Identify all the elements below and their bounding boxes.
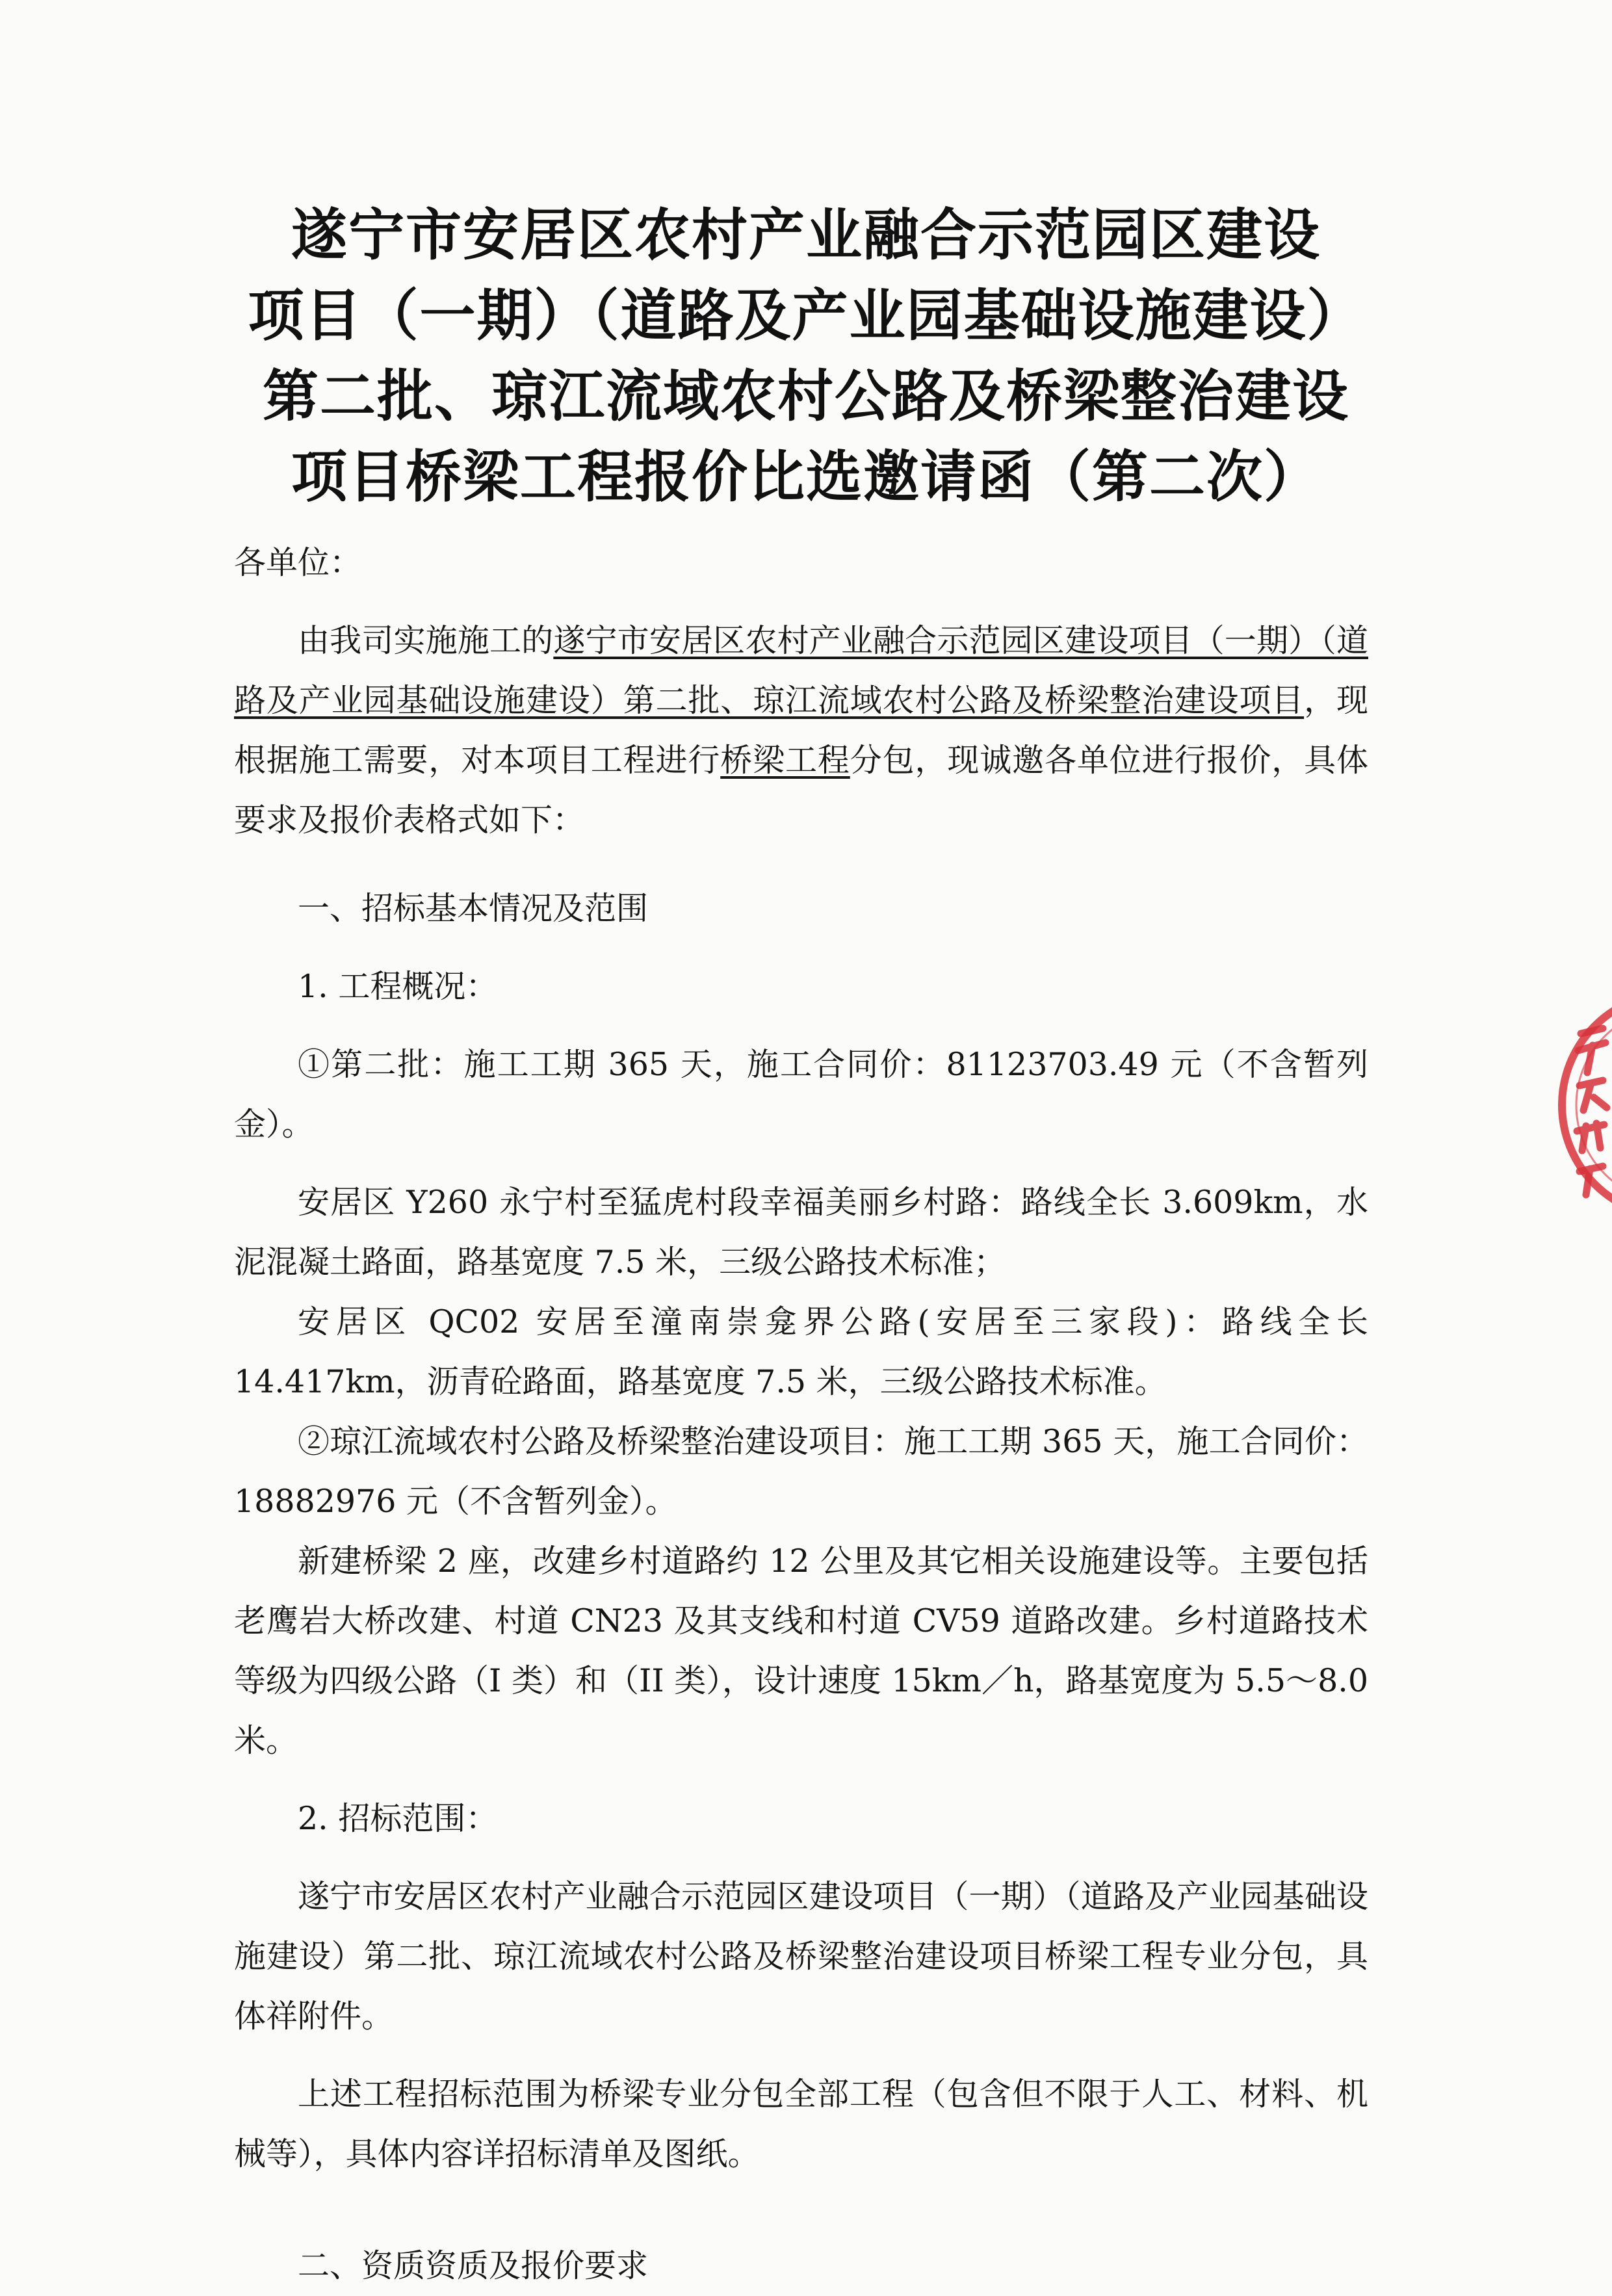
overview-paragraph: ②琼江流域农村公路及桥梁整治建设项目：施工工期 365 天，施工合同价：18882976 元（不含暂列金）。 — [234, 1423, 1368, 1520]
intro-text-3: 分包，现诚邀各单位进行报价，具体要求及报价表格式如下： — [234, 742, 1368, 839]
scope-paragraph: 遂宁市安居区农村产业融合示范园区建设项目（一期）（道路及产业园基础设施建设）第二批、琼江流域农村公路及桥梁整治建设项目桥梁工程专业分包，具体祥附件。 — [234, 1878, 1368, 2035]
title-line-2: 项目（一期）（道路及产业园基础设施建设） — [248, 283, 1364, 348]
overview-paragraph: 新建桥梁 2 座，改建乡村道路约 12 公里及其它相关设施建设等。主要包括老鹰岩大桥改建、村道 CN23 及其支线和村道 CV59 道路改建。乡村道路技术等级为四级公路（I 类）和（II 类），设计速度 15km／h，路基宽度为 5.5～8.0 米。 — [234, 1543, 1368, 1759]
document-title — [214, 195, 1398, 517]
section-2-heading: 二、资质资质及报价要求 — [298, 2247, 649, 2284]
intro-text-2: ，现根据施工需要，对本项目工程进行 — [234, 682, 1368, 779]
red-seal-stamp — [1540, 988, 1612, 1222]
intro-paragraph — [234, 611, 1368, 850]
intro-text-1: 由我司实施施工的 — [298, 622, 554, 659]
item-2-heading: 2. 招标范围： — [298, 1800, 498, 1837]
overview-paragraph: 安居区 Y260 永宁村至猛虎村段幸福美丽乡村路：路线全长 3.609km，水泥混凝土路面，路基宽度 7.5 米，三级公路技术标准； — [234, 1184, 1368, 1281]
item-1-heading: 1. 工程概况： — [298, 968, 498, 1005]
overview-paragraph: 安居区 QC02 安居至潼南崇龛界公路(安居至三家段)：路线全长 14.417km，沥青砼路面，路基宽度 7.5 米，三级公路技术标准。 — [234, 1303, 1368, 1400]
title-line-3: 第二批、琼江流域农村公路及桥梁整治建设 — [263, 364, 1349, 429]
document-body — [234, 533, 1368, 2296]
overview-paragraph: ①第二批：施工工期 365 天，施工合同价：81123703.49 元（不含暂列金）。 — [234, 1046, 1368, 1143]
scope-paragraph: 上述工程招标范围为桥梁专业分包全部工程（包含但不限于人工、材料、机械等），具体内容详招标清单及图纸。 — [234, 2076, 1368, 2172]
title-line-4: 项目桥梁工程报价比选邀请函（第二次） — [291, 445, 1321, 510]
intro-scope: 桥梁工程 — [720, 742, 850, 779]
intro-project-name: 遂宁市安居区农村产业融合示范园区建设项目（一期）（道路及产业园基础设施建设）第二批、琼江流域农村公路及桥梁整治建设项目 — [234, 622, 1368, 719]
title-line-1: 遂宁市安居区农村产业融合示范园区建设 — [291, 203, 1321, 268]
section-1-heading: 一、招标基本情况及范围 — [298, 890, 649, 927]
salutation: 各单位： — [234, 544, 362, 581]
